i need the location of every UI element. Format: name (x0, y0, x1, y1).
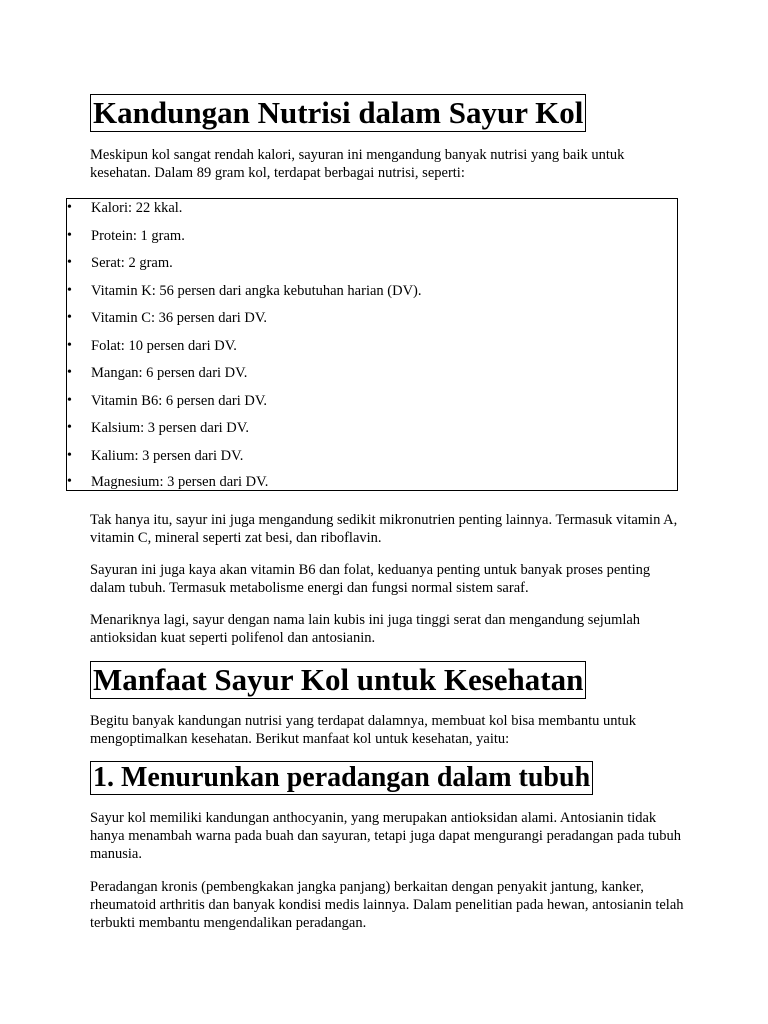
nutrient-text: Vitamin K: 56 persen dari angka kebutuhan harian (DV). (91, 282, 422, 299)
bullet-icon: • (67, 447, 72, 463)
bullet-icon: • (67, 310, 72, 325)
nutrient-text: Vitamin C: 36 persen dari DV. (91, 310, 268, 326)
nutrient-text: Magnesium: 3 persen dari DV. (91, 474, 269, 490)
paragraph-vitamin-b6-folat: Sayuran ini juga kaya akan vitamin B6 dan folat, keduanya penting untuk banyak proses penting dalam tubuh. Termasuk metabolisme energi dan fungsi normal sistem saraf. (90, 562, 651, 596)
paragraph-manfaat-intro: Begitu banyak kandungan nutrisi yang terdapat dalamnya, membuat kol bisa membantu untuk mengoptimalkan kesehatan. Berikut manfaat kol untuk kesehatan, yaitu: (90, 713, 637, 747)
bullet-icon: • (67, 420, 72, 435)
bullet-icon: • (67, 255, 72, 270)
bullet-icon: • (67, 200, 72, 215)
bullet-icon: • (67, 282, 72, 298)
paragraph-mikronutrien: Tak hanya itu, sayur ini juga mengandung sedikit mikronutrien penting lainnya. Termasuk vitamin A, vitamin C, mineral seperti zat besi, dan riboflavin. (90, 512, 678, 546)
nutrient-text: Mangan: 6 persen dari DV. (91, 365, 248, 381)
nutrient-text: Serat: 2 gram. (91, 255, 173, 271)
bullet-icon: • (67, 227, 72, 243)
nutrient-text: Vitamin B6: 6 persen dari DV. (91, 392, 268, 409)
bullet-icon: • (67, 474, 72, 489)
heading-peradangan: 1. Menurunkan peradangan dalam tubuh (90, 761, 593, 795)
heading-manfaat: Manfaat Sayur Kol untuk Kesehatan (90, 661, 586, 699)
bullet-icon: • (67, 392, 72, 408)
paragraph-anthocyanin: Sayur kol memiliki kandungan anthocyanin, yang merupakan antioksidan alami. Antosianin tidak hanya menambah warna pada buah dan sayuran, tetapi juga dapat mengurangi peradangan pada tubuh manusia. (90, 810, 682, 862)
nutrient-text: Kalori: 22 kkal. (91, 200, 183, 216)
nutrient-text: Folat: 10 persen dari DV. (91, 337, 237, 354)
nutrient-text: Protein: 1 gram. (91, 227, 185, 244)
paragraph-serat-antioksidan: Menariknya lagi, sayur dengan nama lain kubis ini juga tinggi serat dan mengandung sejumlah antioksidan kuat seperti polifenol dan antosianin. (90, 612, 641, 646)
nutrient-text: Kalsium: 3 persen dari DV. (91, 420, 249, 436)
bullet-icon: • (67, 337, 72, 353)
paragraph-peradangan-kronis: Peradangan kronis (pembengkakan jangka panjang) berkaitan dengan penyakit jantung, kanker, rheumatoid arthritis dan banyak kondisi medis lainnya. Dalam penelitian pada hewan, antosianin telah terbukti membantu mengendalikan peradangan. (90, 879, 684, 931)
nutrient-text: Kalium: 3 persen dari DV. (91, 447, 244, 464)
bullet-icon: • (67, 365, 72, 380)
intro-paragraph: Meskipun kol sangat rendah kalori, sayuran ini mengandung banyak nutrisi yang baik untuk kesehatan. Dalam 89 gram kol, terdapat berbagai nutrisi, seperti: (90, 147, 625, 181)
nutrient-list-box (66, 198, 678, 491)
heading-nutrisi: Kandungan Nutrisi dalam Sayur Kol (90, 94, 586, 132)
